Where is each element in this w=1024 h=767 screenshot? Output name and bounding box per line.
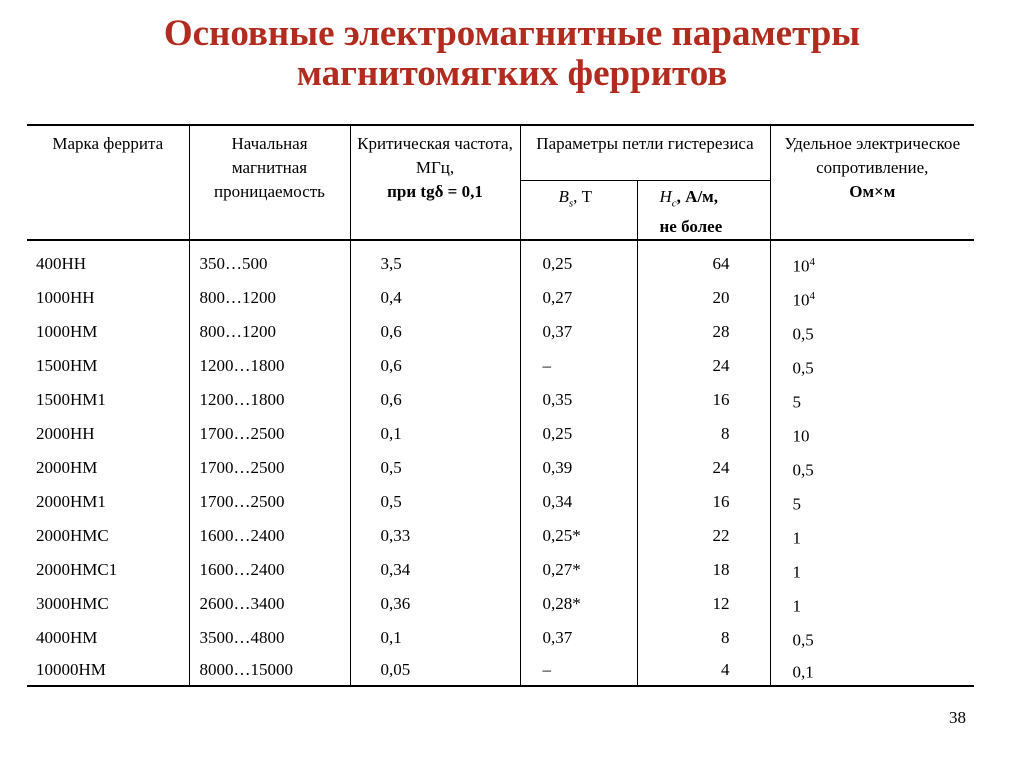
cell-resistivity [770,383,974,417]
bs-symbol: B [558,187,569,206]
cell-permeability: 3500…4800 [189,621,350,655]
cell-resistivity [770,553,974,587]
cell-resistivity [770,621,974,655]
cell-bs: 0,34 [520,485,637,519]
cell-grade: 2000НМ [27,451,189,485]
header-permeability: Начальная магнитная проницаемость [189,125,350,240]
cell-frequency: 0,4 [350,281,520,315]
resistivity-value: 0,5 [792,324,814,344]
table-row [27,655,974,686]
cell-bs: 0,28* [520,587,637,621]
cell-hc: 24 [637,349,770,383]
header-grade: Марка феррита [27,125,189,240]
cell-grade: 2000НМС [27,519,189,553]
table-row [27,485,974,519]
cell-hc: 8 [637,621,770,655]
hc-note: не более [659,217,723,237]
resistivity-value: 0,5 [792,630,814,650]
cell-bs: – [520,349,637,383]
cell-hc: 24 [637,451,770,485]
cell-bs: 0,25 [520,240,637,281]
table-row [27,240,974,281]
header-bs [520,181,637,241]
cell-hc: 4 [637,655,770,686]
cell-permeability: 1200…1800 [189,383,350,417]
slide-title [0,14,1024,94]
cell-resistivity [770,655,974,686]
cell-hc: 64 [637,240,770,281]
cell-permeability: 1700…2500 [189,417,350,451]
cell-hc: 12 [637,587,770,621]
cell-bs: – [520,655,637,686]
cell-frequency: 0,1 [350,417,520,451]
cell-bs: 0,27* [520,553,637,587]
cell-grade: 400НН [27,240,189,281]
header-resistivity-line-1: Удельное электрическое сопротивление, [784,134,961,177]
table-header-row [27,125,974,181]
cell-grade: 1000НМ [27,315,189,349]
table-row [27,315,974,349]
cell-grade: 4000НМ [27,621,189,655]
cell-frequency: 0,1 [350,621,520,655]
table-row [27,383,974,417]
cell-bs: 0,37 [520,621,637,655]
resistivity-value: 5 [792,494,802,514]
table-row [27,417,974,451]
cell-grade: 2000НН [27,417,189,451]
cell-grade: 1500НМ1 [27,383,189,417]
ferrite-parameters-table [27,124,974,687]
cell-frequency: 0,5 [350,451,520,485]
cell-frequency: 0,34 [350,553,520,587]
resistivity-value: 10 [792,426,810,446]
cell-frequency: 0,6 [350,315,520,349]
cell-frequency: 0,6 [350,383,520,417]
cell-bs: 0,25 [520,417,637,451]
cell-hc: 18 [637,553,770,587]
cell-permeability: 1700…2500 [189,485,350,519]
cell-hc: 8 [637,417,770,451]
cell-frequency: 0,5 [350,485,520,519]
table-body [27,240,974,686]
cell-bs: 0,35 [520,383,637,417]
resistivity-value: 0,5 [792,460,814,480]
hc-unit: , А/м, [676,187,719,206]
resistivity-value: 10 [792,290,810,310]
cell-hc: 16 [637,485,770,519]
page-number: 38 [949,708,966,727]
header-resistivity [770,125,974,240]
cell-hc: 20 [637,281,770,315]
cell-frequency: 0,05 [350,655,520,686]
cell-grade: 10000НМ [27,655,189,686]
header-critical-frequency [350,125,520,240]
cell-hc: 22 [637,519,770,553]
cell-permeability: 1600…2400 [189,553,350,587]
cell-hc: 28 [637,315,770,349]
header-hysteresis: Параметры петли гистерезиса [520,125,770,181]
table-row [27,587,974,621]
cell-grade: 1500НМ [27,349,189,383]
cell-bs: 0,39 [520,451,637,485]
hc-symbol: H [659,187,672,206]
table-row [27,281,974,315]
cell-frequency: 3,5 [350,240,520,281]
resistivity-value: 1 [792,528,802,548]
cell-permeability: 1200…1800 [189,349,350,383]
title-line-2: магнитомягких ферритов [296,53,728,94]
cell-grade: 3000НМС [27,587,189,621]
hc-subscript: c [671,197,677,210]
table-row [27,621,974,655]
cell-permeability: 800…1200 [189,281,350,315]
cell-resistivity [770,349,974,383]
resistivity-value: 0,1 [792,662,814,682]
resistivity-value: 1 [792,596,802,616]
cell-permeability: 800…1200 [189,315,350,349]
cell-grade: 1000НН [27,281,189,315]
resistivity-value: 10 [792,256,810,276]
cell-permeability: 8000…15000 [189,655,350,686]
cell-frequency: 0,6 [350,349,520,383]
cell-permeability: 2600…3400 [189,587,350,621]
cell-grade: 2000НМС1 [27,553,189,587]
header-freq-line-3: при tgδ = 0,1 [387,182,483,201]
header-resistivity-line-2: Ом×м [849,182,896,201]
header-freq-line-1: Критическая частота, [357,134,513,153]
bs-subscript: s [568,197,574,210]
header-hc [637,181,770,241]
header-freq-line-2: МГц, [415,158,455,177]
cell-resistivity [770,485,974,519]
cell-frequency: 0,33 [350,519,520,553]
resistivity-value: 5 [792,392,802,412]
resistivity-exponent: 4 [809,256,816,269]
cell-permeability: 350…500 [189,240,350,281]
title-line-1: Основные электромагнитные параметры [163,13,861,54]
cell-grade: 2000НМ1 [27,485,189,519]
table-row [27,349,974,383]
cell-resistivity [770,240,974,281]
table-row [27,519,974,553]
cell-resistivity [770,587,974,621]
cell-bs: 0,25* [520,519,637,553]
cell-permeability: 1700…2500 [189,451,350,485]
bs-unit: , Т [573,187,593,206]
cell-permeability: 1600…2400 [189,519,350,553]
table-row [27,451,974,485]
cell-hc: 16 [637,383,770,417]
cell-resistivity [770,281,974,315]
cell-resistivity [770,451,974,485]
resistivity-value: 0,5 [792,358,814,378]
resistivity-value: 1 [792,562,802,582]
resistivity-exponent: 4 [809,290,816,303]
cell-frequency: 0,36 [350,587,520,621]
cell-bs: 0,37 [520,315,637,349]
cell-bs: 0,27 [520,281,637,315]
cell-resistivity [770,519,974,553]
table-row [27,553,974,587]
cell-resistivity [770,417,974,451]
cell-resistivity [770,315,974,349]
